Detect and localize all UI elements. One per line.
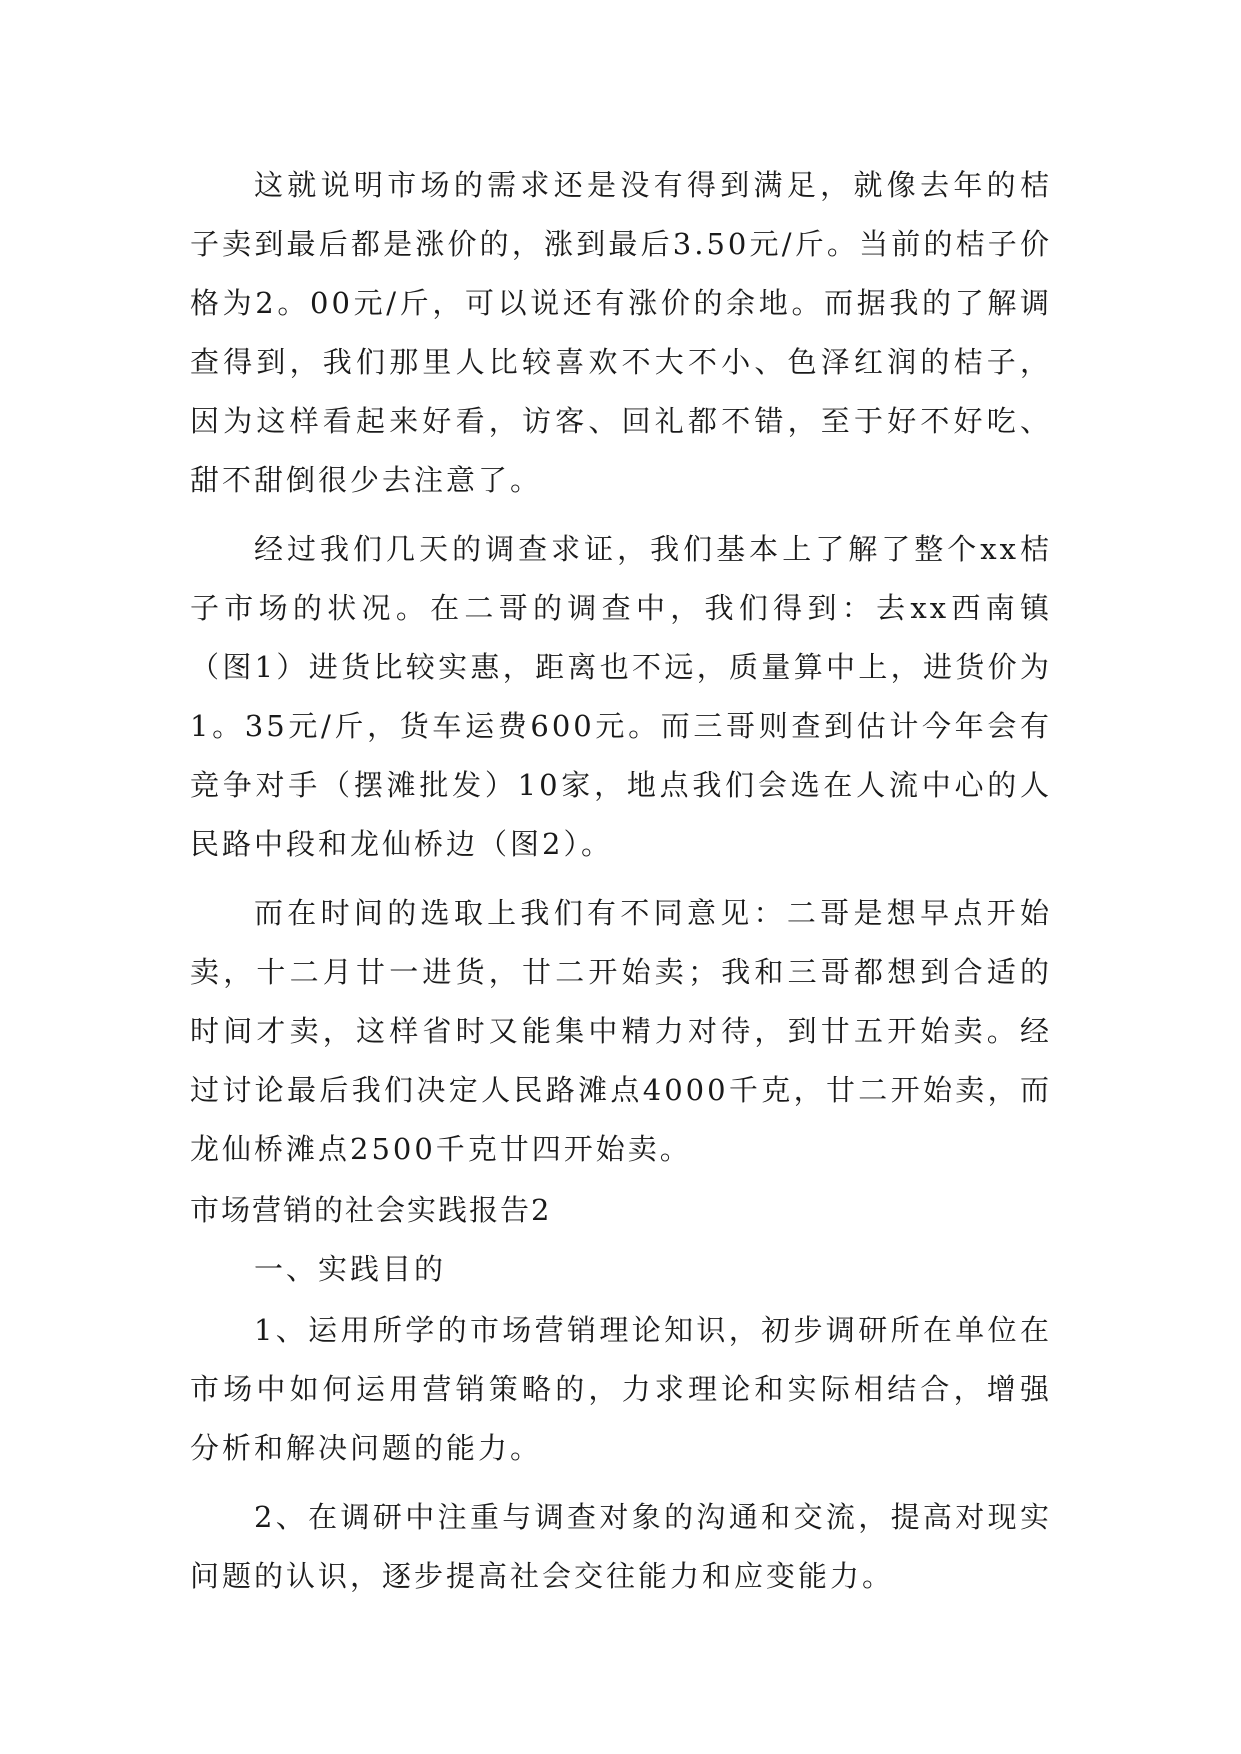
- list-item-2: 2、在调研中注重与调查对象的沟通和交流，提高对现实问题的认识，逐步提高社会交往能力和应变能力。: [190, 1500, 1052, 1593]
- paragraph-market-demand: 这就说明市场的需求还是没有得到满足，就像去年的桔子卖到最后都是涨价的，涨到最后3.50元/斤。当前的桔子价格为2。00元/斤，可以说还有涨价的余地。而据我的了解调查得到，我们那里人比较喜欢不大不小、色泽红润的桔子，因为这样看起来好看，访客、回礼都不错，至于好不好吃、甜不甜倒很少去注意了。: [190, 168, 1052, 497]
- document-body: [190, 156, 1052, 1608]
- list-item-1: 1、运用所学的市场营销理论知识，初步调研所在单位在市场中如何运用营销策略的，力求理论和实际相结合，增强分析和解决问题的能力。: [190, 1313, 1052, 1465]
- section-title: 市场营销的社会实践报告2: [190, 1193, 552, 1227]
- paragraph-market-survey: 经过我们几天的调查求证，我们基本上了解了整个xx桔子市场的状况。在二哥的调查中，我们得到：去xx西南镇（图1）进货比较实惠，距离也不远，质量算中上，进货价为1。35元/斤，货车运费600元。而三哥则查到估计今年会有竞争对手（摆滩批发）10家，地点我们会选在人流中心的人民路中段和龙仙桥边（图2）。: [190, 532, 1052, 861]
- paragraph-timing: 而在时间的选取上我们有不同意见：二哥是想早点开始卖，十二月廿一进货，廿二开始卖；我和三哥都想到合适的时间才卖，这样省时又能集中精力对待，到廿五开始卖。经过讨论最后我们决定人民路滩点4000千克，廿二开始卖，而龙仙桥滩点2500千克廿四开始卖。: [190, 896, 1052, 1166]
- subheading-purpose: 一、实践目的: [254, 1252, 447, 1286]
